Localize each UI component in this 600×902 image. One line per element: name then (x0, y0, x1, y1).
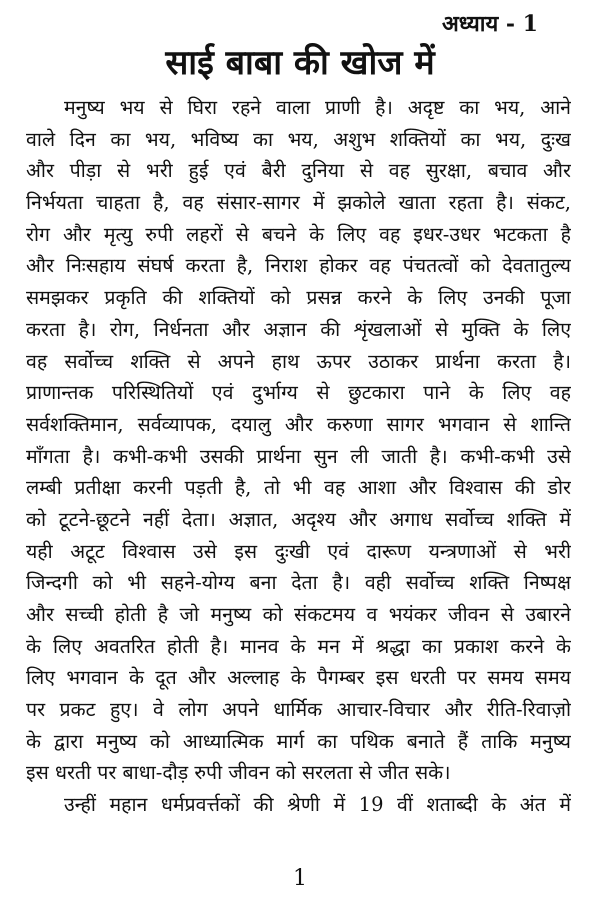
text-line: और निःसहाय संघर्ष करता है, निराश होकर वह पंचतत्वों को देवतातुल्य (26, 254, 571, 278)
page-number: 1 (293, 866, 307, 891)
text-line: जिन्दगी को भी सहने-योग्य बना देता है। वही सर्वोच्च शक्ति निष्पक्ष (26, 571, 571, 595)
text-line: और पीड़ा से भरी हुई एवं बैरी दुनिया से वह सुरक्षा, बचाव और (26, 159, 571, 183)
text-line: समझकर प्रकृति की शक्तियों को प्रसन्न करने के लिए उनकी पूजा (26, 286, 571, 310)
text-line: सर्वशक्तिमान, सर्वव्यापक, दयालु और करुणा सागर भगवान से शान्ति (26, 412, 571, 436)
chapter-label: अध्याय - 1 (441, 11, 538, 37)
text-line: यही अटूट विश्वास उसे इस दुःखी एवं दारूण यन्त्रणाओं से भरी (26, 539, 571, 563)
text-line: वाले दिन का भय, भविष्य का भय, अशुभ शक्तियों का भय, दुःख (26, 127, 571, 151)
text-line: वह सर्वोच्च शक्ति से अपने हाथ ऊपर उठाकर प्रार्थना करता है। (26, 349, 571, 373)
text-line: मनुष्य भय से घिरा रहने वाला प्राणी है। अदृष्ट का भय, आने (64, 96, 571, 119)
text-line: प्राणान्तक परिस्थितियों एवं दुर्भाग्य से छुटकारा पाने के लिए वह (26, 381, 571, 405)
text-line: इस धरती पर बाधा-दौड़ रुपी जीवन को सरलता से जीत सके। (26, 761, 451, 785)
text-line: लिए भगवान के दूत और अल्लाह के पैगम्बर इस धरती पर समय समय (26, 666, 571, 690)
text-line: पर प्रकट हुए। वे लोग अपने धार्मिक आचार-विचार और रीति-रिवाज़ो (26, 698, 571, 722)
text-line: के लिए अवतरित होती है। मानव के मन में श्रद्धा का प्रकाश करने के (26, 634, 571, 658)
body-text (26, 92, 571, 821)
page-title: साई बाबा की खोज में (165, 43, 435, 83)
text-line: लम्बी प्रतीक्षा करनी पड़ती है, तो भी वह आशा और विश्वास की डोर (26, 476, 571, 500)
text-line: के द्वारा मनुष्य को आध्यात्मिक मार्ग का पथिक बनाते हैं ताकि मनुष्य (26, 729, 571, 753)
text-line: उन्हीं महान धर्मप्रवर्त्तकों की श्रेणी में 19 वीं शताब्दी के अंत में (64, 793, 571, 817)
text-line: और सच्ची होती है जो मनुष्य को संकटमय व भयंकर जीवन से उबारने (26, 603, 571, 626)
text-line: को टूटने-छूटने नहीं देता। अज्ञात, अदृश्य और अगाध सर्वोच्च शक्ति में (26, 507, 571, 531)
text-line: निर्भयता चाहता है, वह संसार-सागर में झकोले खाता रहता है। संकट, (26, 191, 571, 215)
text-line: करता है। रोग, निर्धनता और अज्ञान की शृंखलाओं से मुक्ति के लिए (26, 317, 571, 341)
text-line: माँगता है। कभी-कभी उसकी प्रार्थना सुन ली जाती है। कभी-कभी उसे (26, 444, 571, 468)
text-line: रोग और मृत्यु रुपी लहरों से बचने के लिए वह इधर-उधर भटकता है (26, 222, 571, 246)
